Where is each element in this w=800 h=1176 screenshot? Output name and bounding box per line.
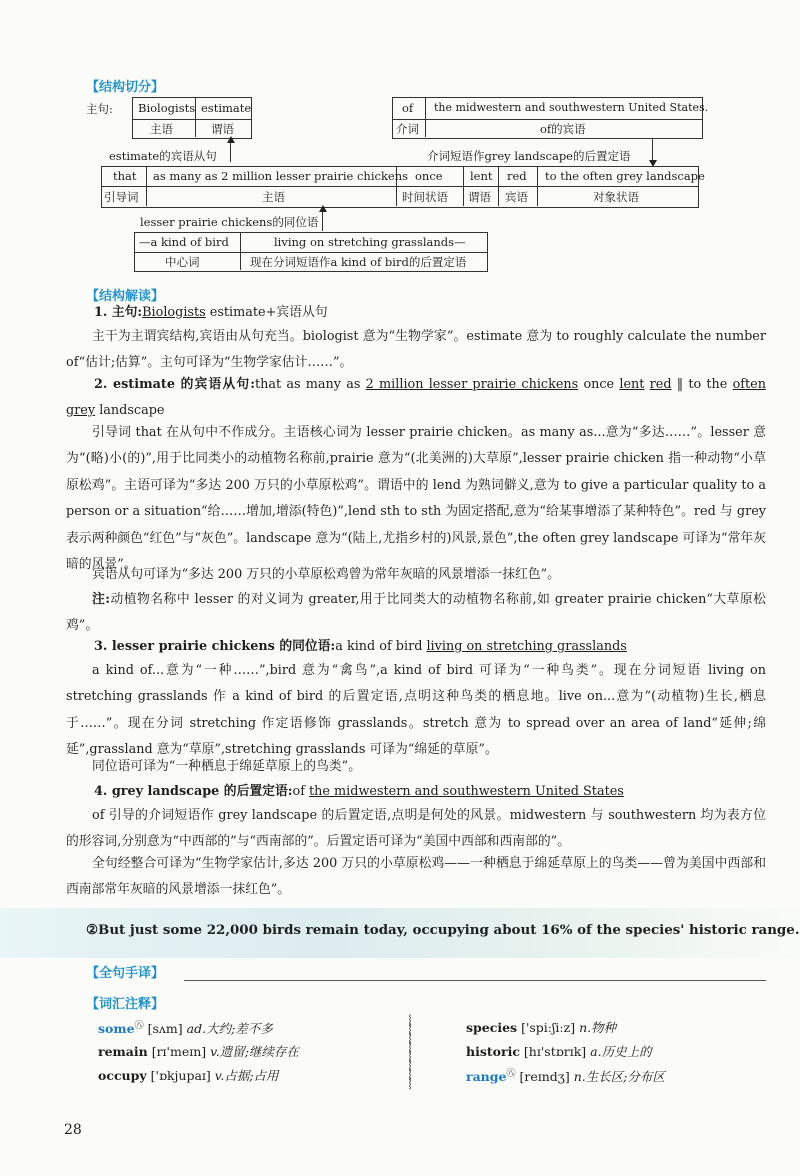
arrow-down-icon — [652, 139, 653, 161]
clause-word-that: that — [113, 169, 137, 183]
clause-word-red: red — [507, 169, 527, 183]
point-2-adj: often grey — [66, 377, 766, 419]
clause-word-lent: lent — [470, 169, 493, 183]
divider — [101, 186, 698, 187]
point-4-label: 4. grey landscape 的后置定语: — [94, 784, 293, 799]
point-4-t1: of — [292, 784, 309, 799]
appositive-phrase: living on stretching grasslands— — [274, 235, 466, 249]
main-clause-label: 主句: — [86, 102, 113, 116]
point-2-t1: that as many as — [255, 377, 366, 392]
clause-role-object: 宾语 — [505, 190, 528, 204]
point-3-participle: living on stretching grasslands — [426, 639, 627, 654]
clause-role-intro: 引导词 — [104, 190, 139, 204]
point-2-t2: once — [578, 377, 620, 392]
note-label: 注: — [92, 592, 110, 607]
chain-divider-icon: ⸾ ⸾ ⸾ ⸾ ⸾ ⸾ ⸾ ⸾ — [408, 1015, 412, 1089]
clause-role-target: 对象状语 — [593, 190, 639, 204]
point-2-title — [66, 372, 766, 425]
vocab-ipa: ['spiːʃiːz] — [521, 1020, 576, 1035]
point-2-object: red — [649, 377, 672, 392]
point-1-body: 主干为主谓宾结构,宾语由从句充当。biologist 意为“生物学家”。estimate 意为 to roughly calculate the number of“估计;估算”。主句可译为“生物学家估计……”。 — [66, 329, 766, 371]
clause-role-subject: 主语 — [262, 190, 285, 204]
appositive-head: —a kind of bird — [139, 235, 229, 249]
divider — [392, 119, 702, 120]
point-2-t4: ‖ to the — [671, 377, 733, 392]
clause-word-once: once — [415, 169, 443, 183]
divider — [146, 166, 147, 206]
point-2-label: 2. estimate 的宾语从句: — [94, 377, 256, 392]
section-vocab-notes: 【词汇注释】 — [86, 997, 165, 1012]
clause-role-time: 时间状语 — [402, 190, 448, 204]
clause-role-verb: 谓语 — [468, 190, 491, 204]
vocab-def: n.生长区;分布区 — [573, 1069, 665, 1085]
divider — [537, 166, 538, 206]
divider — [132, 119, 251, 120]
key-word-icon: ㊇ — [134, 1021, 144, 1031]
vocab-def: v.遗留;继续存在 — [210, 1044, 299, 1059]
vocab-word: occupy — [98, 1068, 147, 1083]
point-2-verb: lent — [619, 377, 645, 392]
appositive-phrase-role: 现在分词短语作a kind of bird的后置定语 — [250, 255, 467, 269]
arrow-up-icon — [230, 142, 231, 162]
vocab-item-range — [466, 1066, 665, 1085]
verb-role: 谓语 — [211, 122, 234, 136]
vocab-def: ad.大约;差不多 — [186, 1021, 273, 1037]
vocab-item-occupy — [98, 1066, 279, 1084]
vocab-word: some — [98, 1021, 135, 1037]
subject-role: 主语 — [150, 122, 173, 136]
vocab-word: remain — [98, 1044, 148, 1059]
vocab-def: n.物种 — [579, 1020, 617, 1035]
divider — [463, 166, 464, 206]
section-structure-explain: 【结构解读】 — [86, 289, 165, 304]
vocab-ipa: [sʌm] — [147, 1021, 183, 1037]
point-1-title — [94, 300, 794, 326]
section-structure-split: 【结构切分】 — [86, 80, 165, 95]
point-3-body: a kind of...意为“一种……”,bird 意为“禽鸟”,a kind of bird 可译为“一种鸟类”。现在分词短语 living on stretching grasslands 作 a kind of bird 的后置定语,点明这种鸟类的栖息地。live on...意为“(动植物)生长,栖息于……”。现在分词 stretching 作定语修饰 grasslands。stretch 意为 to spread over an area of land“延伸;绵延”,grassland 意为“草原”,stretching grasslands 可译为“绵延的草原”。 — [66, 663, 766, 758]
point-3-translation: 同位语可译为“一种栖息于绵延草原上的鸟类”。 — [92, 759, 362, 774]
divider — [240, 232, 241, 270]
vocab-word: range — [466, 1069, 507, 1085]
point-2-body: 引导词 that 在从句中不作成分。主语核心词为 lesser prairie chicken。as many as...意为“多达……”。lesser 意为“(略)小(的)”,用于比同类小的动植物名称前,prairie 意为“(北美洲的)大草原”,lesser prairie chicken 指一种动物“小草原松鸡”。主语可译为“多达 200 万只的小草原松鸡”。谓语中的 lend 为熟词僻义,意为 to give a particular quality to a person or a situation“给……增加,增添(特色)”,lend sth to sth 为固定搭配,意为“给某事增添了某种特色”。red 与 grey 表示两种颜色“红色”与“灰色”。landscape 意为“(陆上,尤指乡村的)风景,景色”,the often grey landscape 可译为“常年灰暗的风景”。 — [66, 425, 766, 573]
point-1-label: 1. 主句: — [94, 305, 143, 320]
point-4-title — [66, 779, 766, 805]
point-4-body: of 引导的介词短语作 grey landscape 的后置定语,点明是何处的风景。midwestern 与 southwestern 均为表方位的形容词,分别意为“中西部的”与“西南部的”。后置定语可译为“美国中西部和西南部的”。 — [66, 808, 766, 850]
point-1-subject: Biologists — [142, 305, 206, 320]
vocab-def: v.占据;占用 — [214, 1068, 279, 1083]
of-object-role: of的宾语 — [540, 122, 586, 136]
point-2-subject: 2 million lesser prairie chickens — [365, 377, 579, 392]
object-clause-label: estimate的宾语从句 — [109, 149, 217, 163]
vocab-ipa: ['ɒkjupaɪ] — [150, 1068, 211, 1083]
divider — [425, 97, 426, 137]
vocab-def: a.历史上的 — [590, 1044, 652, 1059]
arrow-up-icon — [322, 211, 323, 231]
vocab-ipa: [reɪndʒ] — [519, 1069, 570, 1085]
clause-word-subject: as many as 2 million lesser prairie chickens — [153, 169, 409, 183]
of-word: of — [402, 101, 414, 115]
point-3-title — [66, 634, 766, 660]
vocab-item-remain — [98, 1042, 299, 1060]
vocab-word: species — [466, 1020, 518, 1035]
sentence-2: ②But just some 22,000 birds remain today, occupying about 16% of the species' historic range. — [86, 922, 800, 938]
divider — [498, 166, 499, 206]
vocab-ipa: [hɪ'stɒrɪk] — [523, 1044, 587, 1059]
vocab-item-some — [98, 1018, 273, 1037]
divider — [195, 97, 196, 137]
translation-blank-line — [184, 980, 766, 981]
vocab-item-species — [466, 1018, 616, 1036]
appositive-head-role: 中心词 — [165, 255, 200, 269]
point-4-phrase: the midwestern and southwestern United States — [309, 784, 624, 799]
page-number: 28 — [64, 1122, 82, 1138]
point-3-t1: a kind of bird — [335, 639, 427, 654]
verb-word: estimate — [201, 101, 252, 115]
subject-word: Biologists — [138, 101, 196, 115]
vocab-item-historic — [466, 1042, 652, 1060]
key-word-icon: ㊇ — [506, 1069, 516, 1079]
note-text: 动植物名称中 lesser 的对义词为 greater,用于比同类大的动植物名称前,如 greater prairie chicken“大草原松鸡”。 — [66, 592, 766, 634]
of-phrase: the midwestern and southwestern United States. — [434, 101, 709, 114]
appositive-label: lesser prairie chickens的同位语 — [140, 215, 319, 229]
postmod-label: 介词短语作grey landscape的后置定语 — [427, 149, 631, 163]
divider — [134, 252, 487, 253]
vocab-word: historic — [466, 1044, 520, 1059]
point-2-t5: landscape — [95, 403, 165, 419]
point-2-note — [66, 587, 766, 640]
point-3-label: 3. lesser prairie chickens 的同位语: — [94, 639, 336, 654]
section-full-translation: 【全句手译】 — [86, 966, 165, 981]
point-1-rest: estimate+宾语从句 — [205, 305, 328, 320]
summary-translation: 全句经整合可译为“生物学家估计,多达 200 万只的小草原松鸡——一种栖息于绵延草原上的鸟类——曾为美国中西部和西南部常年灰暗的风景增添一抹红色”。 — [66, 856, 766, 898]
point-2-translation: 宾语从句可译为“多达 200 万只的小草原松鸡曾为常年灰暗的风景增添一抹红色”。 — [92, 567, 560, 582]
vocab-ipa: [rɪ'meɪn] — [151, 1044, 207, 1059]
clause-word-object: to the often grey landscape — [545, 169, 705, 183]
prep-role: 介词 — [396, 122, 419, 136]
